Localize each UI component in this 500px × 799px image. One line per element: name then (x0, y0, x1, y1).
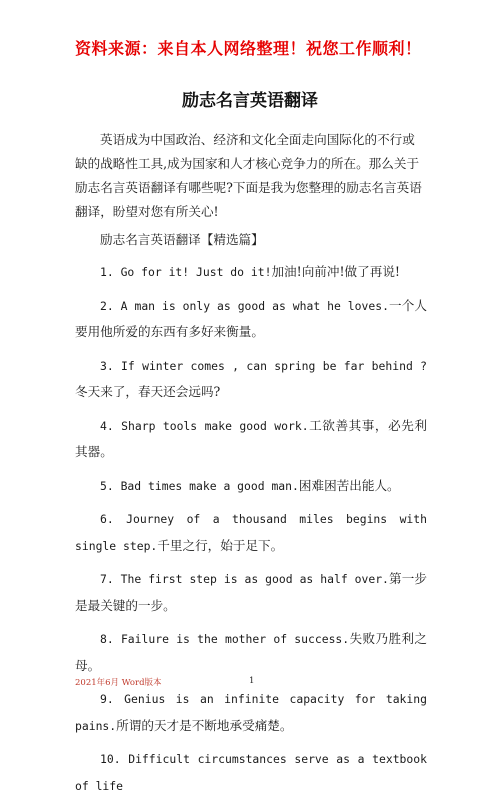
quote-english: 2. A man is only as good as what he loves. (100, 298, 389, 313)
footer-date: 2021年6月 Word版本 (75, 678, 162, 688)
quote-chinese: 工欲善其事，必先利其器。 (75, 417, 427, 459)
quote-english: 6. Journey of a thousand miles begins with single step. (75, 512, 427, 553)
quote-english: 8. Failure is the mother of success. (100, 632, 350, 646)
quote-item (75, 413, 427, 466)
quote-english: 7. The first step is as good as half over. (100, 572, 389, 586)
quote-chinese: 困难困苦出能人。 (298, 477, 400, 493)
quote-item (75, 566, 427, 619)
page-title: 励志名言英语翻译 (182, 91, 318, 111)
quote-item (75, 353, 427, 406)
quote-chinese: 一个人要用他所爱的东西有多好来衡量。 (75, 297, 428, 339)
page-number: 1 (249, 676, 255, 686)
quote-item (75, 293, 427, 346)
quote-chinese: 千里之行，始于足下。 (157, 537, 284, 553)
quote-item (75, 686, 427, 739)
quote-item (75, 506, 427, 559)
quote-english: 5. Bad times make a good man. (100, 478, 299, 493)
document-body (75, 128, 427, 799)
quote-english: 9. Genius is an infinite capacity for taking pains. (75, 692, 427, 733)
quote-english: 3. If winter comes , can spring be far behind ? (100, 358, 427, 373)
quote-english: 10. Difficult circumstances serve as a textbook of life (75, 752, 427, 793)
quote-chinese: 失败乃胜利之母。 (75, 631, 427, 673)
page-footer (75, 676, 427, 688)
intro-paragraph: 英语成为中国政治、经济和文化全面走向国际化的不行或缺的战略性工具,成为国家和人才核心竞争力的所在。那么关于励志名言英语翻译有哪些呢?下面是我为您整理的励志名言英语翻译，盼望对您有所关心! (75, 132, 422, 219)
source-banner: 资料来源：来自本人网络整理！祝您工作顺利！ (75, 39, 422, 58)
quote-item (75, 259, 427, 286)
quote-item (75, 473, 427, 500)
section-heading: 励志名言英语翻译【精选篇】 (100, 232, 264, 247)
quote-chinese: 加油!向前冲!做了再说! (271, 264, 400, 279)
quote-chinese: 所谓的天才是不断地承受痛楚。 (116, 717, 293, 733)
quote-item (75, 746, 427, 799)
quote-chinese: 第一步是最关键的一步。 (75, 571, 428, 613)
quote-item (75, 626, 427, 679)
quote-chinese: 冬天来了，春天还会远吗? (75, 384, 221, 399)
quote-english: 4. Sharp tools make good work. (100, 418, 309, 433)
quote-list (75, 259, 427, 799)
quote-english: 1. Go for it! Just do it! (100, 265, 272, 279)
